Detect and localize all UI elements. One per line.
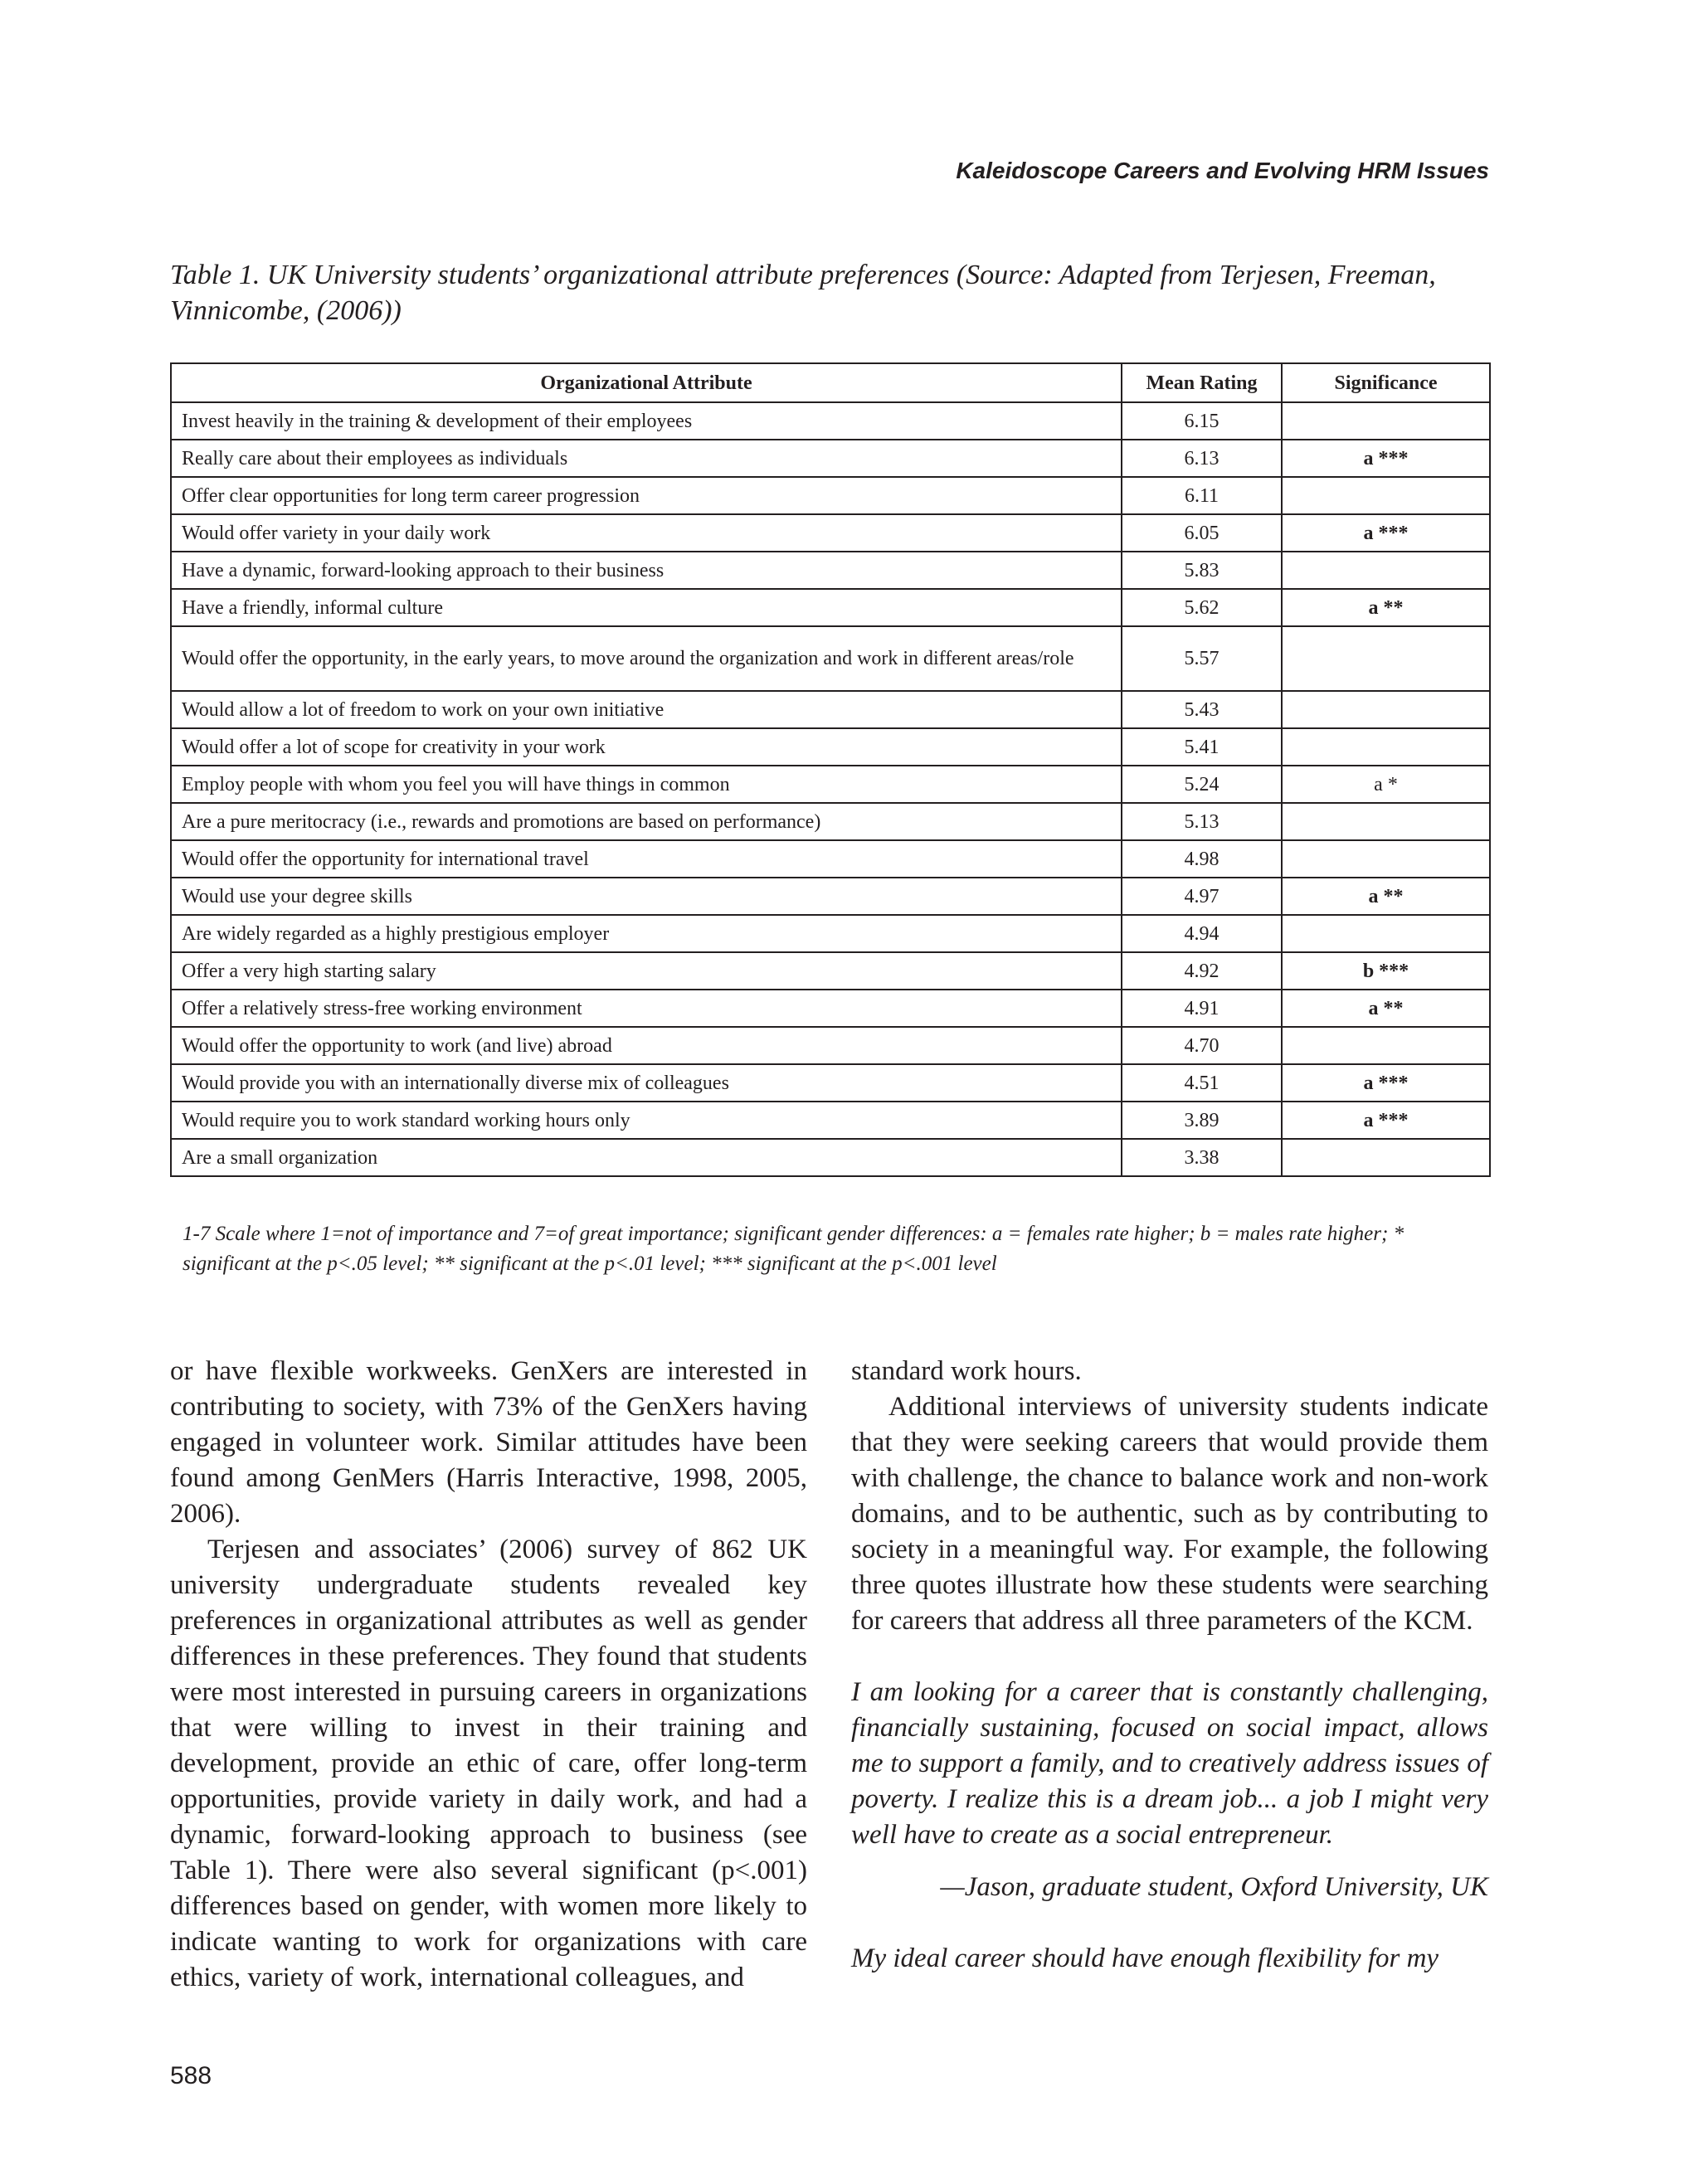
cell-mean: 6.11 xyxy=(1122,477,1282,514)
cell-mean: 4.97 xyxy=(1122,878,1282,915)
table-row xyxy=(171,514,1490,552)
header-attribute: Organizational Attribute xyxy=(171,363,1122,402)
block-quote: I am looking for a career that is constantly challenging, financially sustaining, focused on social impact, allows me to support a family, and to creatively address issues of poverty. I realize this is a dream job... a job I might very well have to create as a social entrepreneur. xyxy=(851,1677,1488,1850)
cell-mean: 5.83 xyxy=(1122,552,1282,589)
cell-mean: 5.62 xyxy=(1122,589,1282,626)
table-caption: Table 1. UK University students’ organizational attribute preferences (Source: Adapted from Terjesen, Freeman, Vinnicombe, (2006)) xyxy=(170,260,1436,326)
cell-mean: 4.98 xyxy=(1122,840,1282,878)
cell-significance: a *** xyxy=(1282,440,1490,477)
cell-attribute: Really care about their employees as individuals xyxy=(171,440,1122,477)
paragraph: standard work hours. xyxy=(851,1356,1082,1386)
cell-mean: 4.70 xyxy=(1122,1027,1282,1064)
block-quote: My ideal career should have enough flexibility for my xyxy=(851,1943,1439,1973)
cell-significance: a *** xyxy=(1282,1064,1490,1102)
cell-attribute: Would offer the opportunity for international travel xyxy=(171,840,1122,878)
cell-significance: a ** xyxy=(1282,990,1490,1027)
cell-mean: 5.24 xyxy=(1122,766,1282,803)
table-row xyxy=(171,1064,1490,1102)
cell-mean: 5.41 xyxy=(1122,728,1282,766)
table-row xyxy=(171,589,1490,626)
cell-significance xyxy=(1282,1139,1490,1176)
cell-significance xyxy=(1282,728,1490,766)
cell-mean: 5.57 xyxy=(1122,626,1282,691)
cell-mean: 5.43 xyxy=(1122,691,1282,728)
header-mean-rating: Mean Rating xyxy=(1122,363,1282,402)
cell-attribute: Have a dynamic, forward-looking approach to their business xyxy=(171,552,1122,589)
table-footnote: 1-7 Scale where 1=not of importance and 7=of great importance; significant gender differences: a = females rate higher; b = males rate higher; * significant at the p<.05 level; ** significant at the p<.01 level; *** significant at the p<.001 level xyxy=(183,1223,1404,1275)
cell-mean: 3.38 xyxy=(1122,1139,1282,1176)
cell-mean: 6.15 xyxy=(1122,402,1282,440)
table-row xyxy=(171,1102,1490,1139)
cell-attribute: Would offer a lot of scope for creativity in your work xyxy=(171,728,1122,766)
cell-mean: 6.05 xyxy=(1122,514,1282,552)
cell-attribute: Are widely regarded as a highly prestigious employer xyxy=(171,915,1122,952)
cell-mean: 4.92 xyxy=(1122,952,1282,990)
page-number: 588 xyxy=(170,2062,212,2089)
body-column-left xyxy=(170,1354,807,1996)
body-column-right xyxy=(851,1354,1488,1977)
attribute-table xyxy=(170,362,1491,1177)
table-row xyxy=(171,1027,1490,1064)
running-head: Kaleidoscope Careers and Evolving HRM Issues xyxy=(956,158,1489,183)
cell-significance: a *** xyxy=(1282,1102,1490,1139)
cell-significance: a *** xyxy=(1282,514,1490,552)
cell-attribute: Employ people with whom you feel you will have things in common xyxy=(171,766,1122,803)
cell-attribute: Are a small organization xyxy=(171,1139,1122,1176)
cell-attribute: Invest heavily in the training & development of their employees xyxy=(171,402,1122,440)
table-row xyxy=(171,990,1490,1027)
cell-attribute: Are a pure meritocracy (i.e., rewards and promotions are based on performance) xyxy=(171,803,1122,840)
table-row xyxy=(171,915,1490,952)
cell-significance xyxy=(1282,626,1490,691)
cell-attribute: Would provide you with an internationally diverse mix of colleagues xyxy=(171,1064,1122,1102)
cell-significance xyxy=(1282,477,1490,514)
table-row xyxy=(171,402,1490,440)
cell-mean: 4.51 xyxy=(1122,1064,1282,1102)
table-row xyxy=(171,728,1490,766)
quote-attribution: —Jason, graduate student, Oxford University, UK xyxy=(940,1872,1488,1902)
table-row xyxy=(171,803,1490,840)
cell-mean: 6.13 xyxy=(1122,440,1282,477)
cell-significance xyxy=(1282,803,1490,840)
cell-significance xyxy=(1282,840,1490,878)
cell-attribute: Would offer variety in your daily work xyxy=(171,514,1122,552)
paragraph: or have flexible workweeks. GenXers are interested in contributing to society, with 73% of the GenXers having engaged in volunteer work. Similar attitudes have been found among GenMers (Harris Interactive, 1998, 2005, 2006). xyxy=(170,1356,807,1529)
cell-mean: 4.94 xyxy=(1122,915,1282,952)
header-significance: Significance xyxy=(1282,363,1490,402)
paragraph: Terjesen and associates’ (2006) survey of 862 UK university undergraduate students revealed key preferences in organizational attributes as well as gender differences in these preferences. They found that students were most interested in pursuing careers in organizations that were willing to invest in their training and development, provide an ethic of care, offer long-term opportunities, provide variety in daily work, and had a dynamic, forward-looking approach to business (see Table 1). There were also several significant (p<.001) differences based on gender, with women more likely to indicate wanting to work for organizations with care ethics, variety of work, international colleagues, and xyxy=(170,1535,807,1992)
cell-significance: a ** xyxy=(1282,878,1490,915)
cell-significance: a * xyxy=(1282,766,1490,803)
cell-mean: 4.91 xyxy=(1122,990,1282,1027)
cell-attribute: Would offer the opportunity, in the early years, to move around the organization and work in different areas/role xyxy=(171,626,1122,691)
cell-attribute: Have a friendly, informal culture xyxy=(171,589,1122,626)
cell-significance: b *** xyxy=(1282,952,1490,990)
cell-attribute: Offer a very high starting salary xyxy=(171,952,1122,990)
cell-attribute: Would use your degree skills xyxy=(171,878,1122,915)
table-row xyxy=(171,440,1490,477)
cell-significance xyxy=(1282,915,1490,952)
cell-significance xyxy=(1282,402,1490,440)
table-row xyxy=(171,878,1490,915)
table-row xyxy=(171,626,1490,691)
table-row xyxy=(171,691,1490,728)
table-row xyxy=(171,840,1490,878)
cell-mean: 3.89 xyxy=(1122,1102,1282,1139)
cell-attribute: Offer clear opportunities for long term career progression xyxy=(171,477,1122,514)
cell-attribute: Offer a relatively stress-free working environment xyxy=(171,990,1122,1027)
cell-mean: 5.13 xyxy=(1122,803,1282,840)
table-row xyxy=(171,1139,1490,1176)
cell-attribute: Would allow a lot of freedom to work on your own initiative xyxy=(171,691,1122,728)
cell-significance xyxy=(1282,691,1490,728)
table-row xyxy=(171,952,1490,990)
cell-significance xyxy=(1282,552,1490,589)
paragraph: Additional interviews of university students indicate that they were seeking careers that would provide them with challenge, the chance to balance work and non-work domains, and to be authentic, such as by contributing to society in a meaningful way. For example, the following three quotes illustrate how these students were searching for careers that address all three parameters of the KCM. xyxy=(851,1392,1488,1636)
cell-attribute: Would offer the opportunity to work (and live) abroad xyxy=(171,1027,1122,1064)
cell-significance xyxy=(1282,1027,1490,1064)
table-row xyxy=(171,766,1490,803)
table-row xyxy=(171,477,1490,514)
table-header-row xyxy=(171,363,1490,402)
cell-significance: a ** xyxy=(1282,589,1490,626)
table-row xyxy=(171,552,1490,589)
cell-attribute: Would require you to work standard working hours only xyxy=(171,1102,1122,1139)
